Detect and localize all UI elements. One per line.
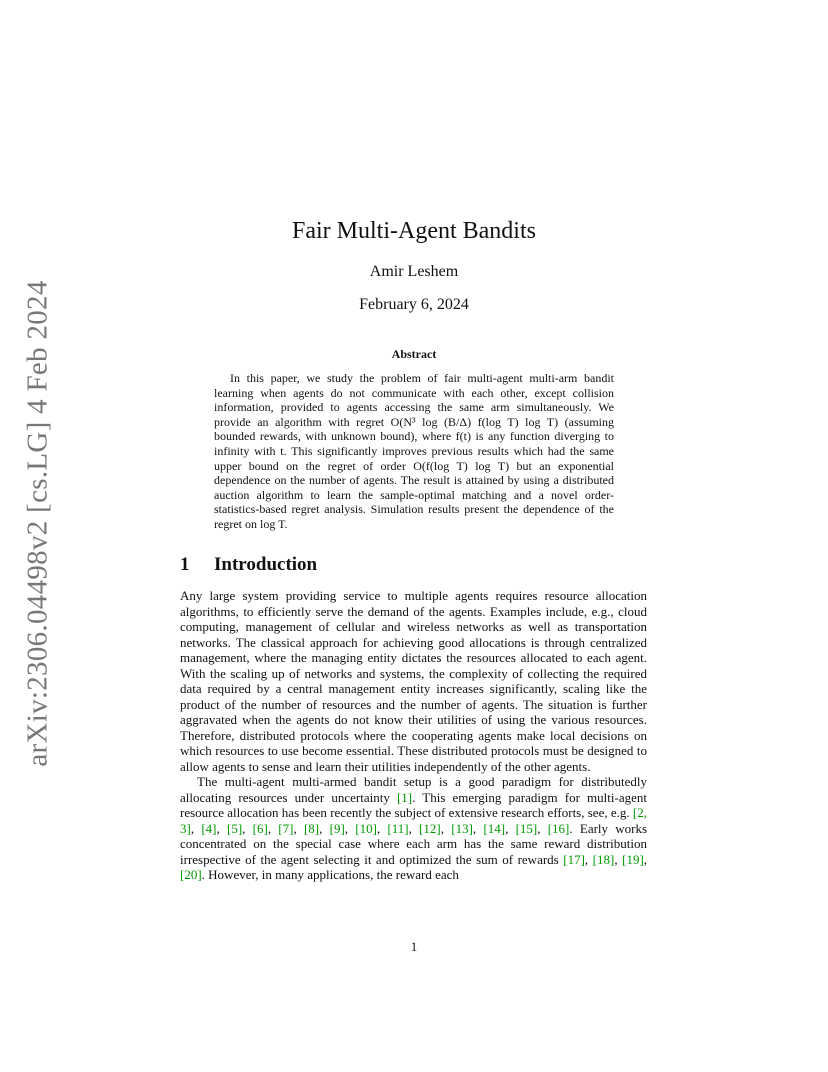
separator: , [293, 820, 304, 836]
paragraph-2 [180, 774, 647, 883]
citation-link[interactable]: [6] [252, 820, 268, 836]
separator: , [376, 820, 388, 836]
paragraph-2-text-d: . However, in many applications, the reward each [201, 867, 459, 882]
citation-link[interactable]: [4] [201, 820, 217, 836]
arxiv-identifier: arXiv:2306.04498v2 [cs.LG] 4 Feb 2024 [21, 279, 54, 767]
section-heading [180, 554, 317, 576]
paragraph-2-text-c: . Early works concentrated on the special case where each arm has the same reward distribution irrespective of the agent selecting it and optimized the sum of rewards [180, 820, 648, 867]
separator: , [344, 820, 356, 836]
citation-link[interactable]: [9] [329, 820, 345, 836]
paragraph-2-text-b: . This emerging paradigm for multi-agent resource allocation has been recently the subject of extensive research efforts, see, e.g. [180, 789, 647, 820]
separator: , [242, 820, 253, 836]
introduction-body [180, 588, 647, 883]
citation-link[interactable]: [8] [303, 820, 320, 836]
citation-link[interactable]: [11] [387, 820, 409, 836]
citation-link[interactable]: [10] [355, 820, 377, 836]
abstract-text: In this paper, we study the problem of fair multi-agent multi-arm bandit learning when agents do not communicate with each other, except collision information, provided to agents accessing the same arm simultaneously. We provide an algorithm with regret O(N³ log (B/Δ) f(log T) log T) (assuming bounded rewards, with unknown bound), where f(t) is any function diverging to infinity with t. This significantly improves previous results which had the same upper bound on the regret of order O(f(log T) log T) but an exponential dependence on the number of agents. The result is attained by using a distributed auction algorithm to learn the sample-optimal matching and a novel order-statistics-based regret analysis. Simulation results present the dependence of the regret on log T. [214, 371, 614, 531]
citation-link[interactable]: [13] [451, 820, 473, 836]
citation-link[interactable]: [19] [622, 851, 644, 867]
separator: , [505, 820, 516, 836]
section-number: 1 [180, 554, 190, 575]
separator: , [643, 851, 648, 867]
paper-date: February 6, 2024 [359, 296, 469, 313]
separator: , [537, 820, 548, 836]
page-number: 1 [410, 939, 418, 954]
separator: , [190, 820, 202, 836]
separator: , [216, 820, 227, 836]
separator: , [319, 820, 330, 836]
paragraph-1: Any large system providing service to multiple agents requires resource allocation algorithms, to efficiently serve the demand of the agents. Examples include, e.g., cloud computing, management of cellular and wireless networks as well as transportation networks. The classical approach for achieving good allocations is through centralized management, where the managing entity dictates the resources allocated to each agent. With the scaling up of networks and systems, the complexity of collecting the required data required by a central management entity increases significantly, scaling like the product of the number of resources and the number of agents. The situation is further aggravated when the agents do not know their utilities of using the various resources. Therefore, distributed protocols where the cooperating agents make local decisions on which resources to use become essential. These distributed protocols must be designed to allow agents to sense and learn their utilities independently of the other agents. [180, 588, 647, 774]
separator: , [614, 851, 623, 867]
separator: , [440, 820, 452, 836]
abstract-heading: Abstract [391, 347, 437, 361]
separator: , [584, 851, 593, 867]
paper-title: Fair Multi-Agent Bandits [292, 218, 536, 244]
separator: , [408, 820, 420, 836]
citation-link[interactable]: [17] [563, 851, 585, 867]
separator: , [472, 820, 484, 836]
citation-link[interactable]: [2, 3] [180, 805, 647, 836]
paragraph-2-text-a: The multi-agent multi-armed bandit setup is a good paradigm for distributedly allocating resources under uncertainty [180, 774, 647, 805]
section-title: Introduction [214, 554, 318, 575]
separator: , [267, 820, 279, 836]
citation-link[interactable]: [18] [592, 851, 615, 867]
citation-link[interactable]: [12] [419, 820, 441, 836]
citation-link[interactable]: [1] [396, 789, 413, 805]
paper-author: Amir Leshem [369, 263, 459, 280]
citation-link[interactable]: [15] [515, 820, 538, 836]
citation-link[interactable]: [7] [278, 820, 294, 836]
citation-link[interactable]: [16] [547, 820, 570, 836]
citation-link[interactable]: [14] [483, 820, 506, 836]
citation-link[interactable]: [20] [180, 867, 202, 882]
citation-link[interactable]: [5] [226, 820, 243, 836]
